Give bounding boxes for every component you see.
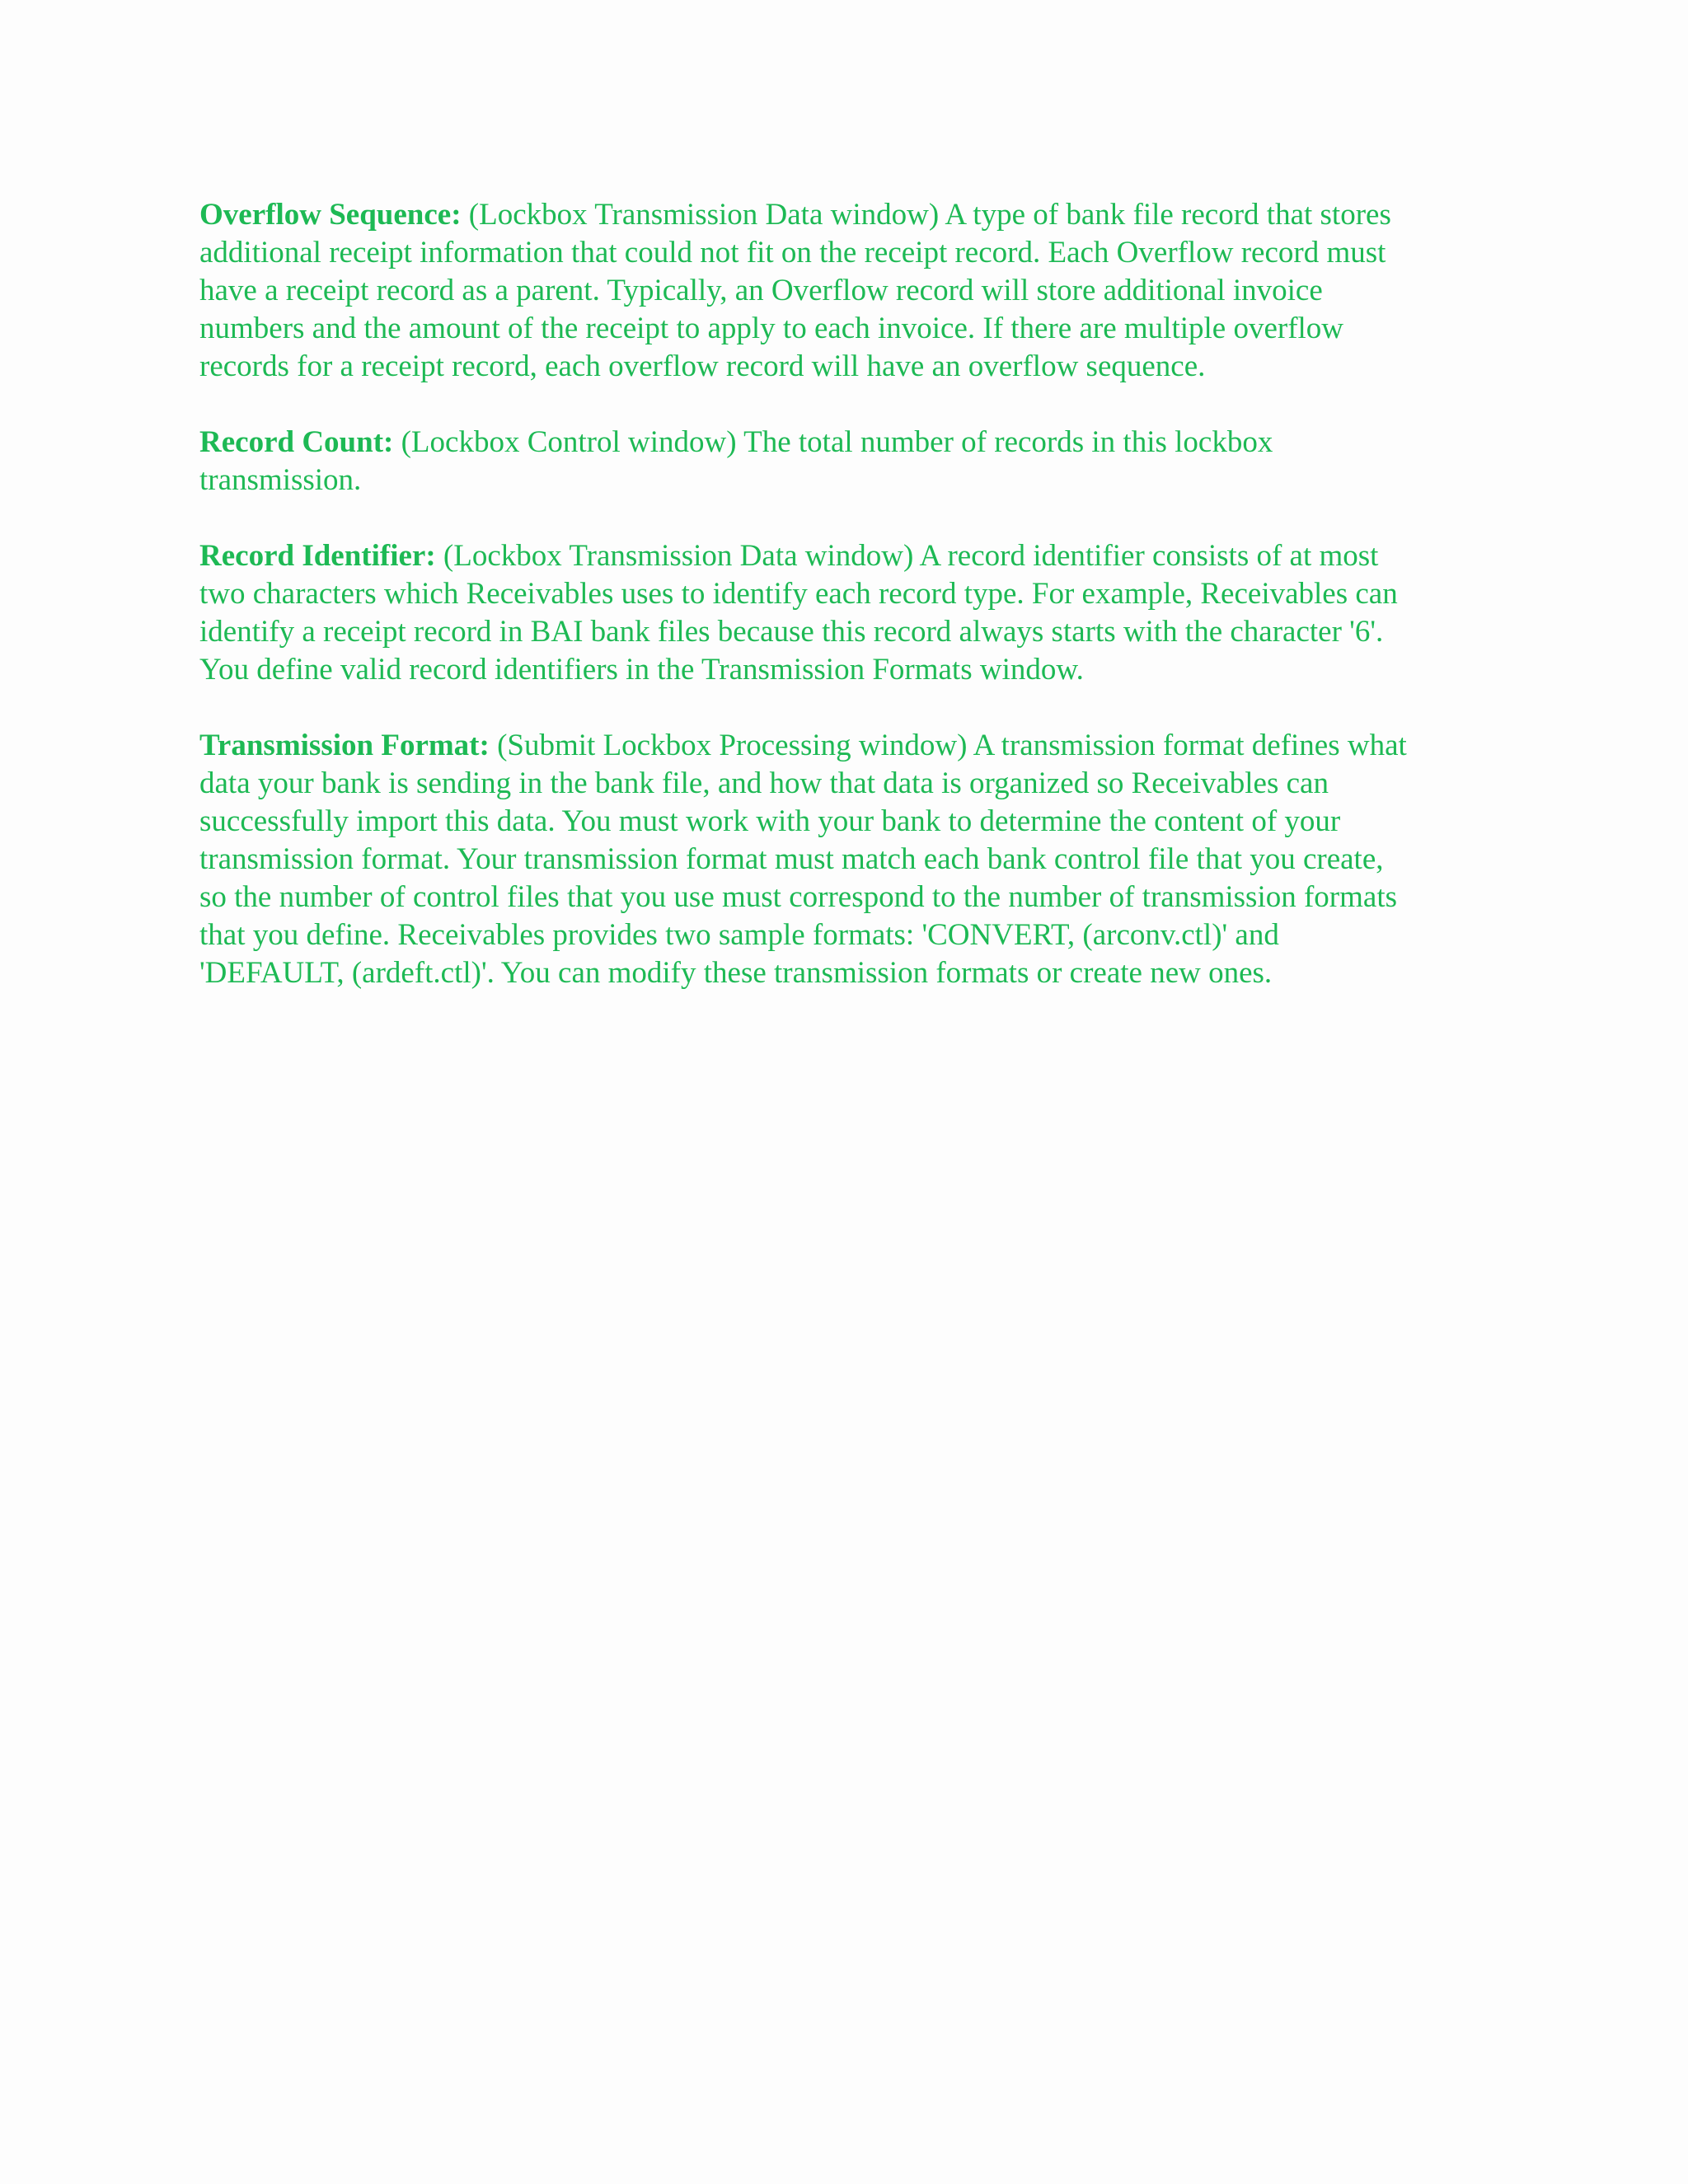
entry-line: data your bank is sending in the bank file, and how that data is organized so Receivables can	[199, 766, 1329, 800]
entry-line: so the number of control files that you use must correspond to the number of transmission formats	[199, 880, 1398, 914]
glossary-term: Transmission Format:	[199, 729, 490, 762]
entry-text: (Lockbox Transmission Data window) A type of bank file record that stores	[461, 198, 1391, 232]
entry-line: that you define. Receivables provides two sample formats: 'CONVERT, (arconv.ctl)' and	[199, 918, 1279, 952]
entry-line: records for a receipt record, each overflow record will have an overflow sequence.	[199, 349, 1206, 383]
entry-line	[199, 537, 1518, 575]
entry-line: additional receipt information that could not fit on the receipt record. Each Overflow record must	[199, 236, 1386, 269]
entry-line: You define valid record identifiers in the Transmission Formats window.	[199, 653, 1084, 687]
glossary-entry-record-count	[199, 424, 1518, 499]
glossary-entry-overflow-sequence	[199, 196, 1518, 386]
entry-line: transmission.	[199, 463, 362, 497]
glossary-term: Record Identifier:	[199, 539, 436, 573]
glossary-term: Overflow Sequence:	[199, 198, 462, 232]
entry-line	[199, 196, 1518, 234]
entry-line: identify a receipt record in BAI bank files because this record always starts with the character '6'.	[199, 615, 1384, 649]
entry-line	[199, 424, 1518, 462]
entry-line: transmission format. Your transmission format must match each bank control file that you create,	[199, 842, 1384, 876]
entry-line	[199, 727, 1518, 765]
entry-text: (Lockbox Control window) The total number of records in this lockbox	[393, 425, 1273, 459]
entry-text: (Lockbox Transmission Data window) A record identifier consists of at most	[435, 539, 1379, 573]
glossary-entry-record-identifier	[199, 537, 1518, 689]
entry-text: (Submit Lockbox Processing window) A transmission format defines what	[489, 729, 1407, 762]
entry-line: have a receipt record as a parent. Typically, an Overflow record will store additional invoice	[199, 274, 1323, 307]
entry-line: numbers and the amount of the receipt to apply to each invoice. If there are multiple overflow	[199, 312, 1344, 345]
entry-line: successfully import this data. You must work with your bank to determine the content of your	[199, 804, 1341, 838]
glossary-term: Record Count:	[199, 425, 394, 459]
glossary-document	[199, 196, 1518, 1030]
entry-line: two characters which Receivables uses to identify each record type. For example, Receivables can	[199, 577, 1398, 611]
entry-line: 'DEFAULT, (ardeft.ctl)'. You can modify these transmission formats or create new ones.	[199, 956, 1273, 990]
glossary-entry-transmission-format	[199, 727, 1518, 992]
